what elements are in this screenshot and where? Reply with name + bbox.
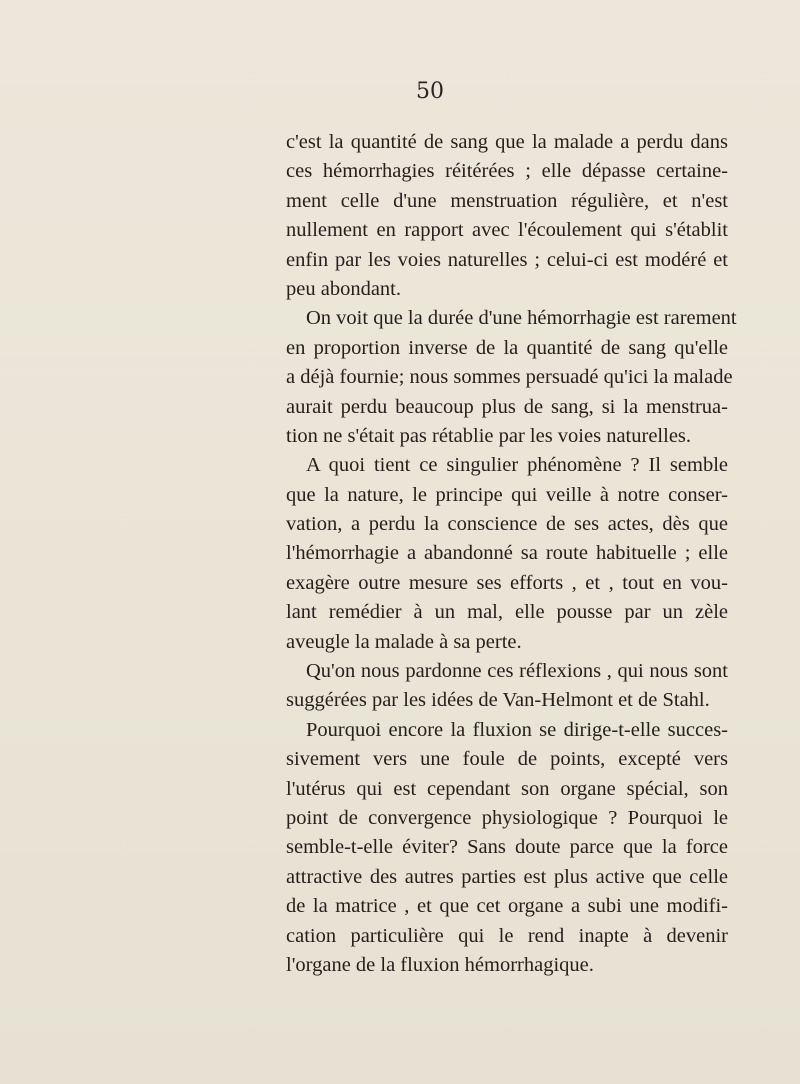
text-line: semble-t-elle éviter? Sans doute parce que la force bbox=[286, 836, 728, 859]
page-number: 50 bbox=[416, 79, 444, 104]
text-line: l'hémorrhagie a abandonné sa route habituelle ; elle bbox=[286, 542, 728, 565]
text-line: aveugle la malade à sa perte. bbox=[286, 630, 522, 653]
text-line: sivement vers une foule de points, excepté vers bbox=[286, 748, 728, 771]
body-text bbox=[286, 128, 737, 980]
text-line: exagère outre mesure ses efforts , et , tout en vou- bbox=[286, 571, 728, 594]
text-line: On voit que la durée d'une hémorrhagie est rarement bbox=[306, 307, 737, 330]
text-line: enfin par les voies naturelles ; celui-ci est modéré et bbox=[286, 248, 728, 271]
text-line: nullement en rapport avec l'écoulement qui s'établit bbox=[286, 219, 728, 242]
text-line: Pourquoi encore la fluxion se dirige-t-elle succes- bbox=[306, 718, 728, 741]
text-line: suggérées par les idées de Van-Helmont et de Stahl. bbox=[286, 689, 710, 712]
text-line: aurait perdu beaucoup plus de sang, si la menstrua- bbox=[286, 395, 728, 418]
text-line: de la matrice , et que cet organe a subi une modifi- bbox=[286, 895, 728, 918]
text-line: c'est la quantité de sang que la malade a perdu dans bbox=[286, 131, 728, 153]
text-line: Qu'on nous pardonne ces réflexions , qui nous sont bbox=[306, 660, 728, 683]
text-line: que la nature, le principe qui veille à notre conser- bbox=[286, 483, 728, 506]
text-line: a déjà fournie; nous sommes persuadé qu'ici la malade bbox=[286, 366, 733, 389]
text-line: en proportion inverse de la quantité de sang qu'elle bbox=[286, 336, 728, 359]
text-line: point de convergence physiologique ? Pourquoi le bbox=[286, 806, 728, 829]
text-line: l'organe de la fluxion hémorrhagique. bbox=[286, 953, 594, 976]
text-line: vation, a perdu la conscience de ses actes, dès que bbox=[286, 513, 728, 536]
text-line: l'utérus qui est cependant son organe spécial, son bbox=[286, 777, 728, 800]
text-line: attractive des autres parties est plus active que celle bbox=[286, 865, 728, 888]
text-line: peu abondant. bbox=[286, 277, 401, 300]
text-line: ment celle d'une menstruation régulière, et n'est bbox=[286, 189, 728, 212]
text-line: cation particulière qui le rend inapte à devenir bbox=[286, 924, 728, 947]
text-line: ces hémorrhagies réitérées ; elle dépasse certaine- bbox=[286, 160, 728, 183]
text-line: A quoi tient ce singulier phénomène ? Il semble bbox=[306, 454, 728, 477]
text-line: tion ne s'était pas rétablie par les voies naturelles. bbox=[286, 424, 692, 447]
text-line: lant remédier à un mal, elle pousse par un zèle bbox=[286, 601, 728, 624]
